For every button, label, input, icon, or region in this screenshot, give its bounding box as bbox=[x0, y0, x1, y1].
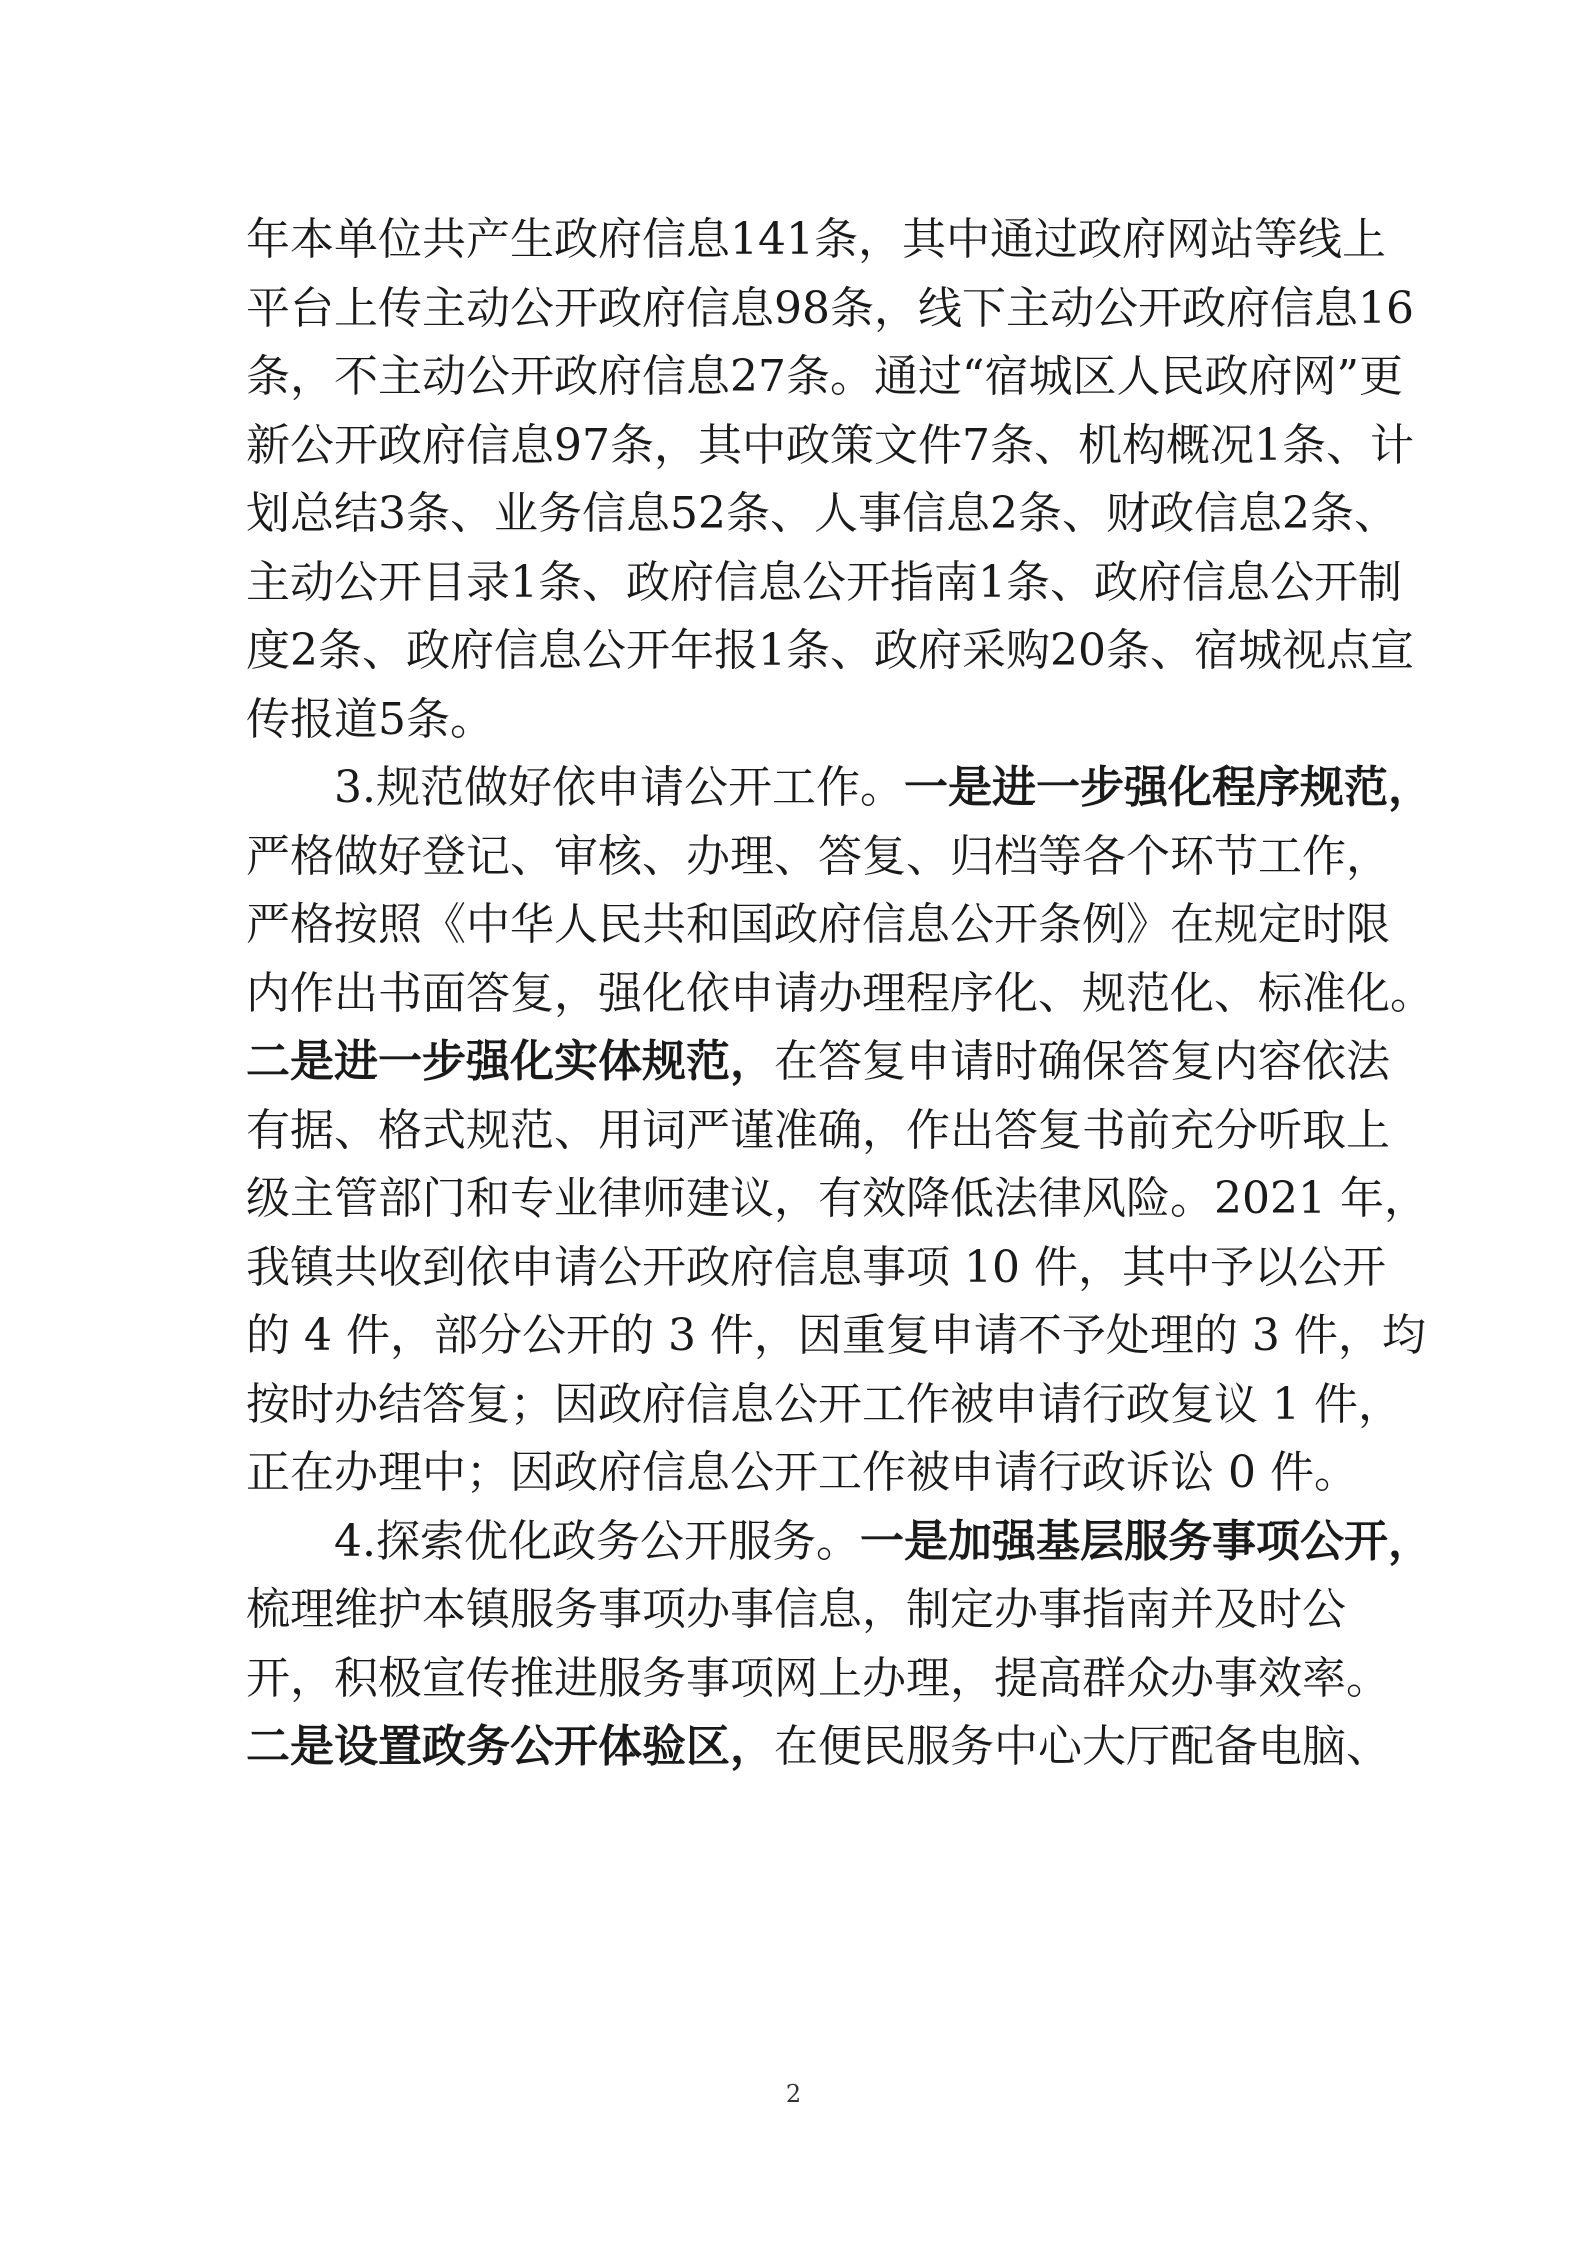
paragraph-first-line bbox=[246, 1508, 1432, 1577]
paragraph-info-stats bbox=[246, 206, 1414, 754]
text-line: 严格做好登记、审核、办理、答复、归档等各个环节工作， bbox=[246, 830, 1390, 882]
text-span: 在便民服务中心大厅配备电脑、 bbox=[774, 1721, 1390, 1772]
mixed-line bbox=[246, 1028, 1390, 1097]
text-line: 平台上传主动公开政府信息98条，线下主动公开政府信息16 bbox=[246, 282, 1414, 334]
section-heading: 3.规范做好依申请公开工作。 bbox=[334, 762, 904, 813]
text-line: 梳理维护本镇服务事项办事信息，制定办事指南并及时公 bbox=[246, 1584, 1346, 1635]
text-line: 主动公开目录1条、政府信息公开指南1条、政府信息公开制 bbox=[246, 556, 1402, 608]
paragraph-first-line bbox=[246, 754, 1432, 823]
text-line: 度2条、政府信息公开年报1条、政府采购20条、宿城视点宣 bbox=[246, 625, 1414, 676]
document-body bbox=[246, 206, 1434, 1782]
text-line: 严格按照《中华人民共和国政府信息公开条例》在规定时限 bbox=[246, 899, 1390, 950]
text-line: 按时办结答复；因政府信息公开工作被申请行政复议 1 件， bbox=[246, 1378, 1402, 1430]
bold-point: 一是加强基层服务事项公开， bbox=[859, 1515, 1432, 1567]
text-line: 正在办理中；因政府信息公开工作被申请行政诉讼 0 件。 bbox=[246, 1447, 1358, 1498]
paragraph-service-optimization bbox=[246, 1508, 1432, 1782]
bold-point: 一是进一步强化程序规范， bbox=[903, 762, 1432, 813]
paragraph-application-disclosure bbox=[246, 754, 1434, 1508]
text-line: 开，积极宣传推进服务事项网上办理，提高群众办事效率。 bbox=[246, 1652, 1390, 1704]
text-line: 新公开政府信息97条，其中政策文件7条、机构概况1条、计 bbox=[246, 419, 1414, 471]
text-span: 在答复申请时确保答复内容依法 bbox=[774, 1036, 1390, 1087]
mixed-line bbox=[246, 1713, 1390, 1782]
bold-point: 二是进一步强化实体规范， bbox=[246, 1036, 774, 1087]
text-line: 我镇共收到依申请公开政府信息事项 10 件，其中予以公开 bbox=[246, 1241, 1386, 1293]
section-heading: 4.探索优化政务公开服务。 bbox=[334, 1515, 860, 1567]
text-line: 条，不主动公开政府信息27条。通过“宿城区人民政府网”更 bbox=[246, 351, 1403, 402]
bold-point: 二是设置政务公开体验区， bbox=[246, 1721, 774, 1772]
text-line: 传报道5条。 bbox=[246, 693, 494, 745]
text-line: 年本单位共产生政府信息141条，其中通过政府网站等线上 bbox=[246, 214, 1386, 265]
text-line: 划总结3条、业务信息52条、人事信息2条、财政信息2条、 bbox=[246, 488, 1398, 539]
text-line: 级主管部门和专业律师建议，有效降低法律风险。2021 年， bbox=[246, 1173, 1428, 1224]
text-line: 有据、格式规范、用词严谨准确，作出答复书前充分听取上 bbox=[246, 1104, 1390, 1156]
text-line: 的 4 件，部分公开的 3 件，因重复申请不予处理的 3 件，均 bbox=[246, 1310, 1426, 1361]
page-number: 2 bbox=[785, 2080, 802, 2108]
text-line: 内作出书面答复，强化依申请办理程序化、规范化、标准化。 bbox=[246, 967, 1434, 1019]
